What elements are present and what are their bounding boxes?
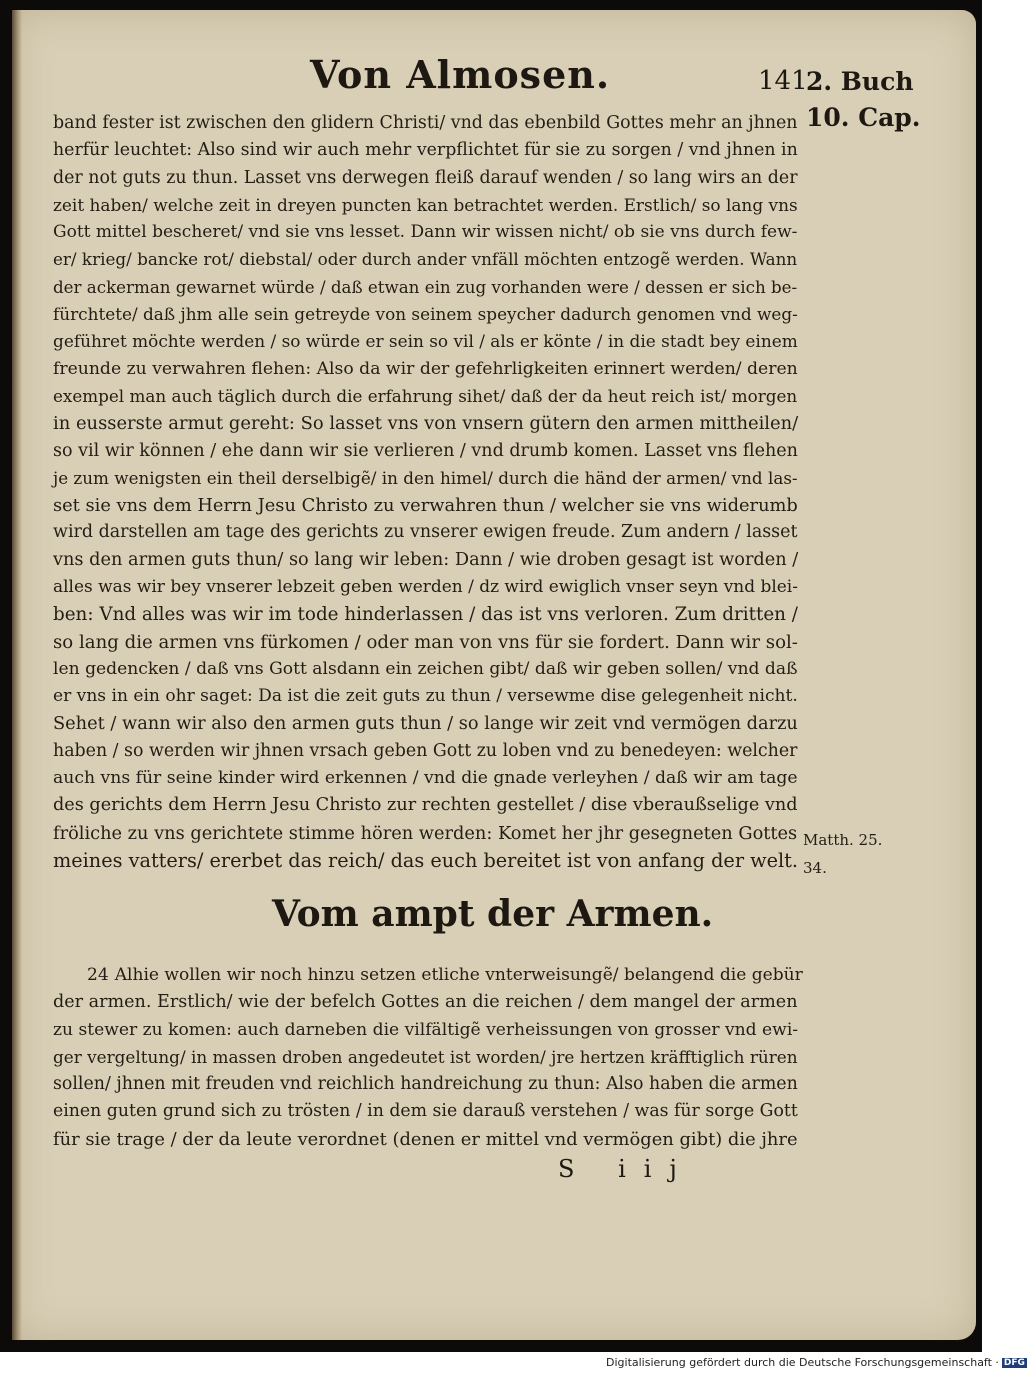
margin-note-line: Matth. 25. bbox=[803, 831, 883, 849]
text-line: band fester ist zwischen den glidern Christi/ vnd das ebenbild Gottes mehr an jhnen bbox=[53, 113, 798, 133]
text-line: für sie trage / der da leute verordnet (denen er mittel vnd vermögen gibt) die jhre bbox=[53, 1128, 798, 1150]
running-title: Von Almosen. bbox=[310, 52, 611, 97]
page-edge bbox=[12, 10, 22, 1340]
folio-number: 141 bbox=[758, 66, 808, 96]
text-line: je zum wenigsten ein theil derselbigẽ/ in den himel/ durch die händ der armen/ vnd las- bbox=[53, 467, 798, 488]
text-line: der ackerman gewarnet würde / daß etwan ein zug vorhanden were / dessen er sich be- bbox=[53, 277, 798, 297]
margin-note-line: 34. bbox=[803, 859, 827, 877]
text-line: fürchtete/ daß jhm alle sein getreyde von seinem speycher dadurch genomen vnd weg- bbox=[53, 304, 798, 325]
text-line: meines vatters/ ererbet das reich/ das euch bereitet ist von anfang der welt. bbox=[53, 849, 799, 873]
text-line: sollen/ jhnen mit freuden vnd reichlich handreichung zu thun: Also haben die armen bbox=[53, 1074, 798, 1095]
text-line: der not guts zu thun. Lasset vns derwegen fleiß darauf wenden / so lang wirs an der bbox=[53, 167, 798, 188]
text-line: der armen. Erstlich/ wie der befelch Gottes an die reichen / dem mangel der armen bbox=[53, 992, 798, 1013]
text-line: alles was wir bey vnserer lebzeit geben werden / dz wird ewiglich vnser seyn vnd blei- bbox=[53, 577, 798, 598]
text-line: len gedencken / daß vns Gott alsdann ein zeichen gibt/ daß wir geben sollen/ vnd daß bbox=[53, 658, 798, 679]
text-line: zu stewer zu komen: auch darneben die vilfältigẽ verheissungen von grosser vnd ewi- bbox=[53, 1019, 799, 1040]
text-line: er vns in ein ohr saget: Da ist die zeit guts zu thun / versewme dise gelegenheit nicht. bbox=[53, 686, 798, 707]
text-line: set sie vns dem Herrn Jesu Christo zu verwahren thun / welcher sie vns widerumb bbox=[53, 495, 798, 517]
text-line: ger vergeltung/ in massen droben angedeutet ist worden/ jre hertzen kräfftiglich rüren bbox=[53, 1046, 798, 1067]
text-line: Gott mittel bescheret/ vnd sie vns lesset. Dann wir wissen nicht/ ob sie vns durch few- bbox=[53, 222, 798, 243]
book-chapter-note bbox=[806, 64, 926, 136]
book-note-line: 10. Cap. bbox=[806, 103, 921, 132]
text-line: einen guten grund sich zu trösten / in dem sie darauß verstehen / was für sorge Gott bbox=[53, 1101, 798, 1122]
dfg-logo: DFG bbox=[1003, 1358, 1025, 1368]
text-line: fröliche zu vns gerichtete stimme hören werden: Komet her jhr gesegneten Gottes bbox=[53, 822, 798, 844]
signature-mark: S iij bbox=[558, 1155, 695, 1183]
text-line: wird darstellen am tage des gerichts zu vnserer ewigen freude. Zum andern / lasset bbox=[53, 522, 798, 543]
text-line: geführet möchte werden / so würde er sein so vil / als er könte / in die stadt bey einem bbox=[53, 331, 798, 352]
footer-text: Digitalisierung gefördert durch die Deutsche Forschungsgemeinschaft · bbox=[606, 1356, 999, 1369]
text-line: haben / so werden wir jhnen vrsach geben Gott zu loben vnd zu benedeyen: welcher bbox=[53, 740, 798, 761]
margin-note bbox=[803, 826, 923, 882]
second-text-block bbox=[53, 962, 803, 1153]
text-line: so lang die armen vns fürkomen / oder man von vns für sie fordert. Dann wir sol- bbox=[53, 631, 798, 653]
text-line-content: Alhie wollen wir noch hinzu setzen etliche vnterweisungẽ/ belangend die gebür bbox=[114, 965, 803, 985]
section-heading: Vom ampt der Armen. bbox=[272, 893, 714, 935]
paragraph-number: 24 bbox=[87, 965, 109, 985]
text-line: in eusserste armut gereht: So lasset vns von vnsern gütern den armen mittheilen/ bbox=[53, 413, 799, 435]
book-note-line: 2. Buch bbox=[806, 67, 914, 96]
text-line: vns den armen guts thun/ so lang wir leben: Dann / wie droben gesagt ist worden / bbox=[53, 549, 799, 570]
text-line bbox=[53, 962, 803, 989]
text-line: ben: Vnd alles was wir im tode hinderlassen / das ist vns verloren. Zum dritten / bbox=[53, 604, 798, 626]
footer-credit bbox=[606, 1356, 1027, 1369]
text-line: auch vns für seine kinder wird erkennen / vnd die gnade verleyhen / daß wir am tage bbox=[53, 768, 798, 789]
text-line: Sehet / wann wir also den armen guts thun / so lange wir zeit vnd vermögen darzu bbox=[53, 713, 798, 734]
text-line: so vil wir können / ehe dann wir sie verlieren / vnd drumb komen. Lasset vns flehen bbox=[53, 440, 798, 461]
text-line: des gerichts dem Herrn Jesu Christo zur rechten gestellet / dise vberaußselige vnd bbox=[53, 795, 798, 816]
text-line: zeit haben/ welche zeit in dreyen puncten kan betrachtet werden. Erstlich/ so lang vns bbox=[53, 194, 798, 215]
text-line: exempel man auch täglich durch die erfahrung sihet/ daß der da heut reich ist/ morgen bbox=[53, 385, 798, 406]
text-line: herfür leuchtet: Also sind wir auch mehr verpflichtet für sie zu sorgen / vnd jhnen in bbox=[53, 140, 798, 161]
text-line: er/ krieg/ bancke rot/ diebstal/ oder durch ander vnfäll möchten entzogẽ werden. Wann bbox=[53, 249, 798, 270]
text-line: freunde zu verwahren flehen: Also da wir der gefehrligkeiten erinnert werden/ deren bbox=[53, 358, 798, 379]
main-text-block bbox=[53, 110, 803, 874]
